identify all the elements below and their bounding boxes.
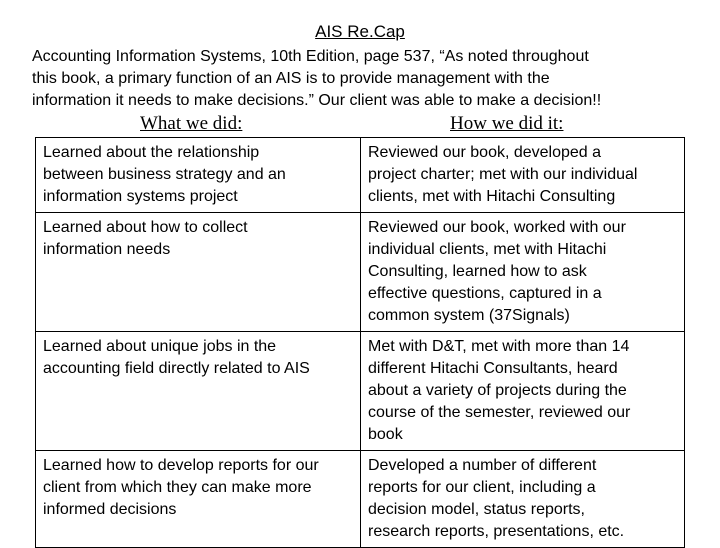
table-row: [36, 213, 685, 332]
what-we-did-cell: Learned about the relationship between business strategy and an information systems project: [36, 138, 361, 213]
how-we-did-it-cell: Reviewed our book, developed a project charter; met with our individual clients, met with Hitachi Consulting: [361, 138, 685, 213]
column-heading-what: What we did:: [140, 113, 243, 134]
how-we-did-it-cell: Reviewed our book, worked with our individual clients, met with Hitachi Consulting, learned how to ask effective questions, captured in a common system (37Signals): [361, 213, 685, 332]
table-row: [36, 138, 685, 213]
table-row: [36, 332, 685, 451]
what-we-did-cell: Learned about how to collect information needs: [36, 213, 361, 332]
how-we-did-it-cell: Developed a number of different reports for our client, including a decision model, status reports, research reports, presentations, etc.: [361, 451, 685, 548]
slide-title: AIS Re.Cap: [315, 22, 405, 41]
intro-paragraph: Accounting Information Systems, 10th Edition, page 537, “As noted throughout this book, a primary function of an AIS is to provide management with the information it needs to make decisions.” Our client was able to make a decision!!: [32, 48, 602, 109]
what-we-did-cell: Learned about unique jobs in the accounting field directly related to AIS: [36, 332, 361, 451]
what-we-did-cell: Learned how to develop reports for our client from which they can make more informed decisions: [36, 451, 361, 548]
column-heading-how: How we did it:: [450, 113, 564, 134]
how-we-did-it-cell: Met with D&T, met with more than 14 different Hitachi Consultants, heard about a variety of projects during the course of the semester, reviewed our book: [361, 332, 685, 451]
recap-table: [35, 137, 685, 548]
table-row: [36, 451, 685, 548]
